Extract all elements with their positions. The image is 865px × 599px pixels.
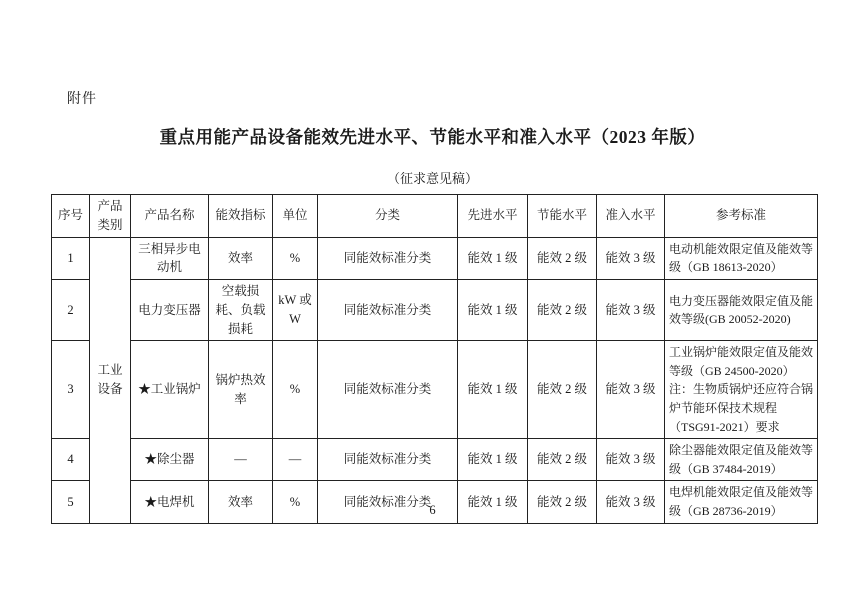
cell-classification: 同能效标准分类 <box>318 237 458 280</box>
header-entry-level: 准入水平 <box>597 195 665 238</box>
header-product-name: 产品名称 <box>131 195 209 238</box>
cell-product-name: 电力变压器 <box>131 280 209 341</box>
cell-product-name: ★工业锅炉 <box>131 341 209 439</box>
cell-entry-level: 能效 3 级 <box>597 280 665 341</box>
cell-entry-level: 能效 3 级 <box>597 439 665 481</box>
cell-reference-standard: 电动机能效限定值及能效等级（GB 18613-2020） <box>665 237 818 280</box>
header-unit: 单位 <box>273 195 318 238</box>
cell-unit: % <box>273 341 318 439</box>
table-row <box>52 280 818 341</box>
header-serial-no: 序号 <box>52 195 90 238</box>
cell-unit: kW 或 W <box>273 280 318 341</box>
cell-saving-level: 能效 2 级 <box>528 237 597 280</box>
cell-advanced-level: 能效 1 级 <box>458 341 528 439</box>
cell-saving-level: 能效 2 级 <box>528 341 597 439</box>
cell-indicator: — <box>209 439 273 481</box>
cell-reference-standard: 工业锅炉能效限定值及能效等级（GB 24500-2020）注：生物质锅炉还应符合锅炉节能环保技术规程（TSG91-2021）要求 <box>665 341 818 439</box>
cell-entry-level: 能效 3 级 <box>597 237 665 280</box>
cell-serial-no: 5 <box>52 481 90 523</box>
cell-indicator: 效率 <box>209 481 273 523</box>
cell-classification: 同能效标准分类 <box>318 481 458 523</box>
cell-indicator: 空载损耗、负载损耗 <box>209 280 273 341</box>
cell-product-name: ★电焊机 <box>131 481 209 523</box>
cell-advanced-level: 能效 1 级 <box>458 237 528 280</box>
cell-product-name: ★除尘器 <box>131 439 209 481</box>
cell-advanced-level: 能效 1 级 <box>458 280 528 341</box>
table-row <box>52 341 818 439</box>
cell-saving-level: 能效 2 级 <box>528 280 597 341</box>
cell-serial-no: 4 <box>52 439 90 481</box>
header-product-category: 产品类别 <box>90 195 131 238</box>
cell-saving-level: 能效 2 级 <box>528 481 597 523</box>
cell-reference-standard: 除尘器能效限定值及能效等级（GB 37484-2019） <box>665 439 818 481</box>
table-header-row <box>52 195 818 238</box>
cell-serial-no: 1 <box>52 237 90 280</box>
cell-reference-standard: 电焊机能效限定值及能效等级（GB 28736-2019） <box>665 481 818 523</box>
cell-serial-no: 3 <box>52 341 90 439</box>
cell-entry-level: 能效 3 级 <box>597 481 665 523</box>
cell-advanced-level: 能效 1 级 <box>458 481 528 523</box>
header-efficiency-indicator: 能效指标 <box>209 195 273 238</box>
cell-classification: 同能效标准分类 <box>318 439 458 481</box>
cell-classification: 同能效标准分类 <box>318 341 458 439</box>
attachment-label: 附件 <box>67 92 97 107</box>
cell-unit: — <box>273 439 318 481</box>
cell-unit: % <box>273 237 318 280</box>
cell-indicator: 效率 <box>209 237 273 280</box>
cell-entry-level: 能效 3 级 <box>597 341 665 439</box>
page-number: 6 <box>429 503 436 517</box>
efficiency-standards-table <box>51 194 818 524</box>
header-advanced-level: 先进水平 <box>458 195 528 238</box>
table-row <box>52 237 818 280</box>
cell-reference-standard: 电力变压器能效限定值及能效等级(GB 20052-2020) <box>665 280 818 341</box>
cell-product-name: 三相异步电动机 <box>131 237 209 280</box>
document-title: 重点用能产品设备能效先进水平、节能水平和准入水平（2023 年版） <box>159 127 706 147</box>
cell-category-group: 工业设备 <box>90 237 131 523</box>
header-classification: 分类 <box>318 195 458 238</box>
cell-unit: % <box>273 481 318 523</box>
cell-indicator: 锅炉热效率 <box>209 341 273 439</box>
cell-serial-no: 2 <box>52 280 90 341</box>
header-reference-standard: 参考标准 <box>665 195 818 238</box>
header-saving-level: 节能水平 <box>528 195 597 238</box>
cell-saving-level: 能效 2 级 <box>528 439 597 481</box>
document-subtitle: （征求意见稿） <box>386 171 478 186</box>
table-row <box>52 439 818 481</box>
cell-advanced-level: 能效 1 级 <box>458 439 528 481</box>
cell-classification: 同能效标准分类 <box>318 280 458 341</box>
